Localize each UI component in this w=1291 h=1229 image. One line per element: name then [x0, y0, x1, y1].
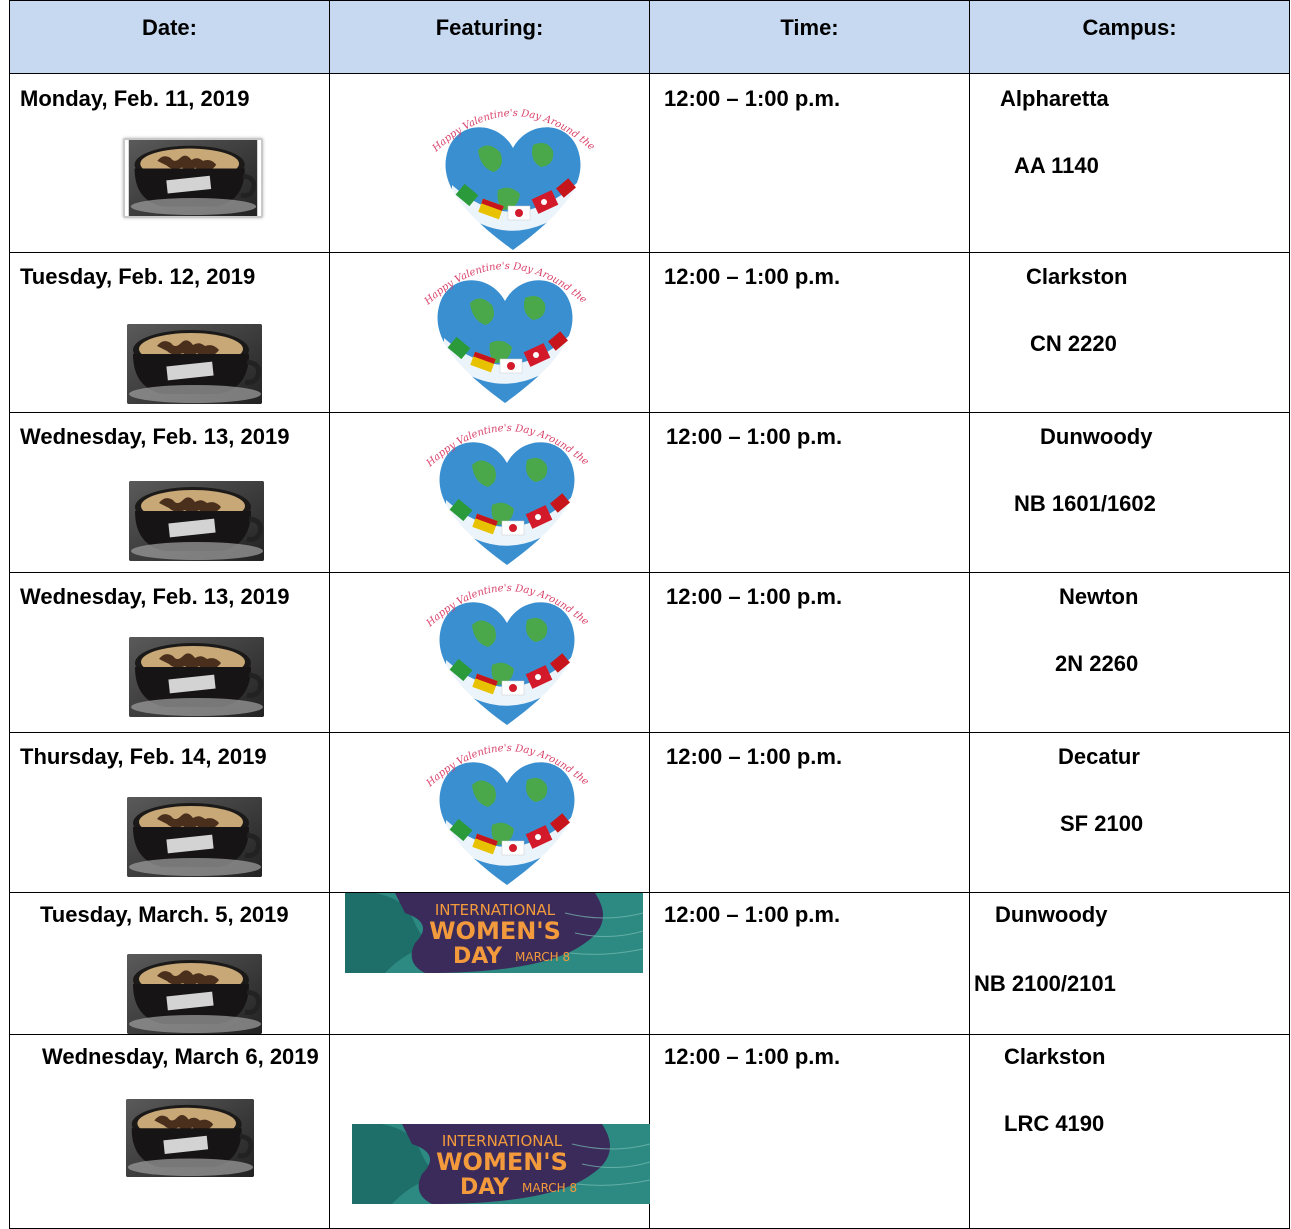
time-text: 12:00 – 1:00 p.m. [664, 86, 841, 111]
time-cell [650, 893, 970, 1035]
wd-line2: WOMEN'S [436, 1148, 568, 1176]
wd-line2: WOMEN'S [429, 917, 561, 945]
campus-name: Dunwoody [995, 902, 1108, 927]
campus-cell [970, 253, 1290, 413]
table-row [10, 573, 1290, 733]
time-cell [650, 413, 970, 573]
womens-day-banner [352, 1124, 650, 1204]
date-cell [10, 413, 330, 573]
wd-line1: INTERNATIONAL [441, 1132, 563, 1150]
wd-line4: MARCH 8 [522, 1181, 578, 1195]
date-cell [10, 573, 330, 733]
campus-room: AA 1140 [1014, 153, 1099, 178]
campus-room: 2N 2260 [1055, 651, 1139, 676]
table-row [10, 733, 1290, 893]
time-cell [650, 253, 970, 413]
campus-cell [970, 413, 1290, 573]
campus-cell [970, 893, 1290, 1035]
date-text: Wednesday, Feb. 13, 2019 [20, 584, 290, 609]
campus-cell [970, 1035, 1290, 1229]
campus-name: Newton [1059, 584, 1139, 609]
date-text: Thursday, Feb. 14, 2019 [20, 744, 267, 769]
heart-globe-icon [412, 725, 602, 895]
featuring-cell [330, 893, 650, 1035]
coffee-cup-icon [127, 797, 262, 877]
featuring-cell [330, 74, 650, 253]
coffee-cup-icon [123, 138, 263, 218]
header-row [10, 1, 1290, 74]
date-cell [10, 1035, 330, 1229]
time-cell [650, 74, 970, 253]
header-time: Time: [650, 1, 970, 74]
coffee-cup-icon [126, 1099, 254, 1177]
time-text: 12:00 – 1:00 p.m. [664, 902, 841, 927]
date-cell [10, 733, 330, 893]
date-cell [10, 74, 330, 253]
wd-line4: MARCH 8 [515, 950, 571, 964]
coffee-cup-icon [129, 481, 264, 561]
campus-name: Clarkston [1004, 1044, 1106, 1069]
date-cell [10, 253, 330, 413]
date-text: Wednesday, Feb. 13, 2019 [20, 424, 290, 449]
time-cell [650, 733, 970, 893]
time-text: 12:00 – 1:00 p.m. [666, 584, 843, 609]
campus-cell [970, 733, 1290, 893]
featuring-cell [330, 733, 650, 893]
heart-globe-icon [412, 405, 602, 575]
table-row [10, 253, 1290, 413]
coffee-cup-icon [129, 637, 264, 717]
table-row [10, 893, 1290, 1035]
heart-globe-icon [410, 243, 600, 413]
featuring-cell [330, 413, 650, 573]
time-text: 12:00 – 1:00 p.m. [664, 1044, 841, 1069]
campus-cell [970, 74, 1290, 253]
campus-room: NB 1601/1602 [1014, 491, 1156, 516]
campus-name: Clarkston [1026, 264, 1128, 289]
campus-name: Dunwoody [1040, 424, 1153, 449]
header-campus: Campus: [970, 1, 1290, 74]
schedule-table [9, 0, 1290, 1229]
campus-name: Decatur [1058, 744, 1140, 769]
coffee-cup-icon [127, 324, 262, 404]
date-cell [10, 893, 330, 1035]
time-cell [650, 1035, 970, 1229]
heart-globe-icon [412, 565, 602, 735]
campus-name: Alpharetta [1000, 86, 1109, 111]
wd-line3: DAY [460, 1175, 510, 1200]
campus-room: LRC 4190 [1004, 1111, 1105, 1136]
date-text: Monday, Feb. 11, 2019 [20, 86, 250, 111]
womens-day-banner [345, 893, 643, 973]
featuring-cell [330, 253, 650, 413]
wd-line1: INTERNATIONAL [434, 901, 556, 919]
date-text: Wednesday, March 6, 2019 [42, 1044, 319, 1069]
featuring-cell [330, 573, 650, 733]
campus-room: SF 2100 [1060, 811, 1144, 836]
featuring-cell [330, 1035, 650, 1229]
date-text: Tuesday, March. 5, 2019 [40, 902, 289, 927]
table-row [10, 413, 1290, 573]
time-text: 12:00 – 1:00 p.m. [664, 264, 841, 289]
time-cell [650, 573, 970, 733]
header-featuring: Featuring: [330, 1, 650, 74]
header-date: Date: [10, 1, 330, 74]
table-row [10, 74, 1290, 253]
coffee-cup-icon [127, 954, 262, 1034]
campus-cell [970, 573, 1290, 733]
date-text: Tuesday, Feb. 12, 2019 [20, 264, 256, 289]
campus-room: CN 2220 [1030, 331, 1117, 356]
campus-room: NB 2100/2101 [974, 971, 1116, 996]
heart-globe-icon [418, 90, 608, 260]
time-text: 12:00 – 1:00 p.m. [666, 744, 843, 769]
time-text: 12:00 – 1:00 p.m. [666, 424, 843, 449]
wd-line3: DAY [453, 944, 503, 969]
table-row [10, 1035, 1290, 1229]
